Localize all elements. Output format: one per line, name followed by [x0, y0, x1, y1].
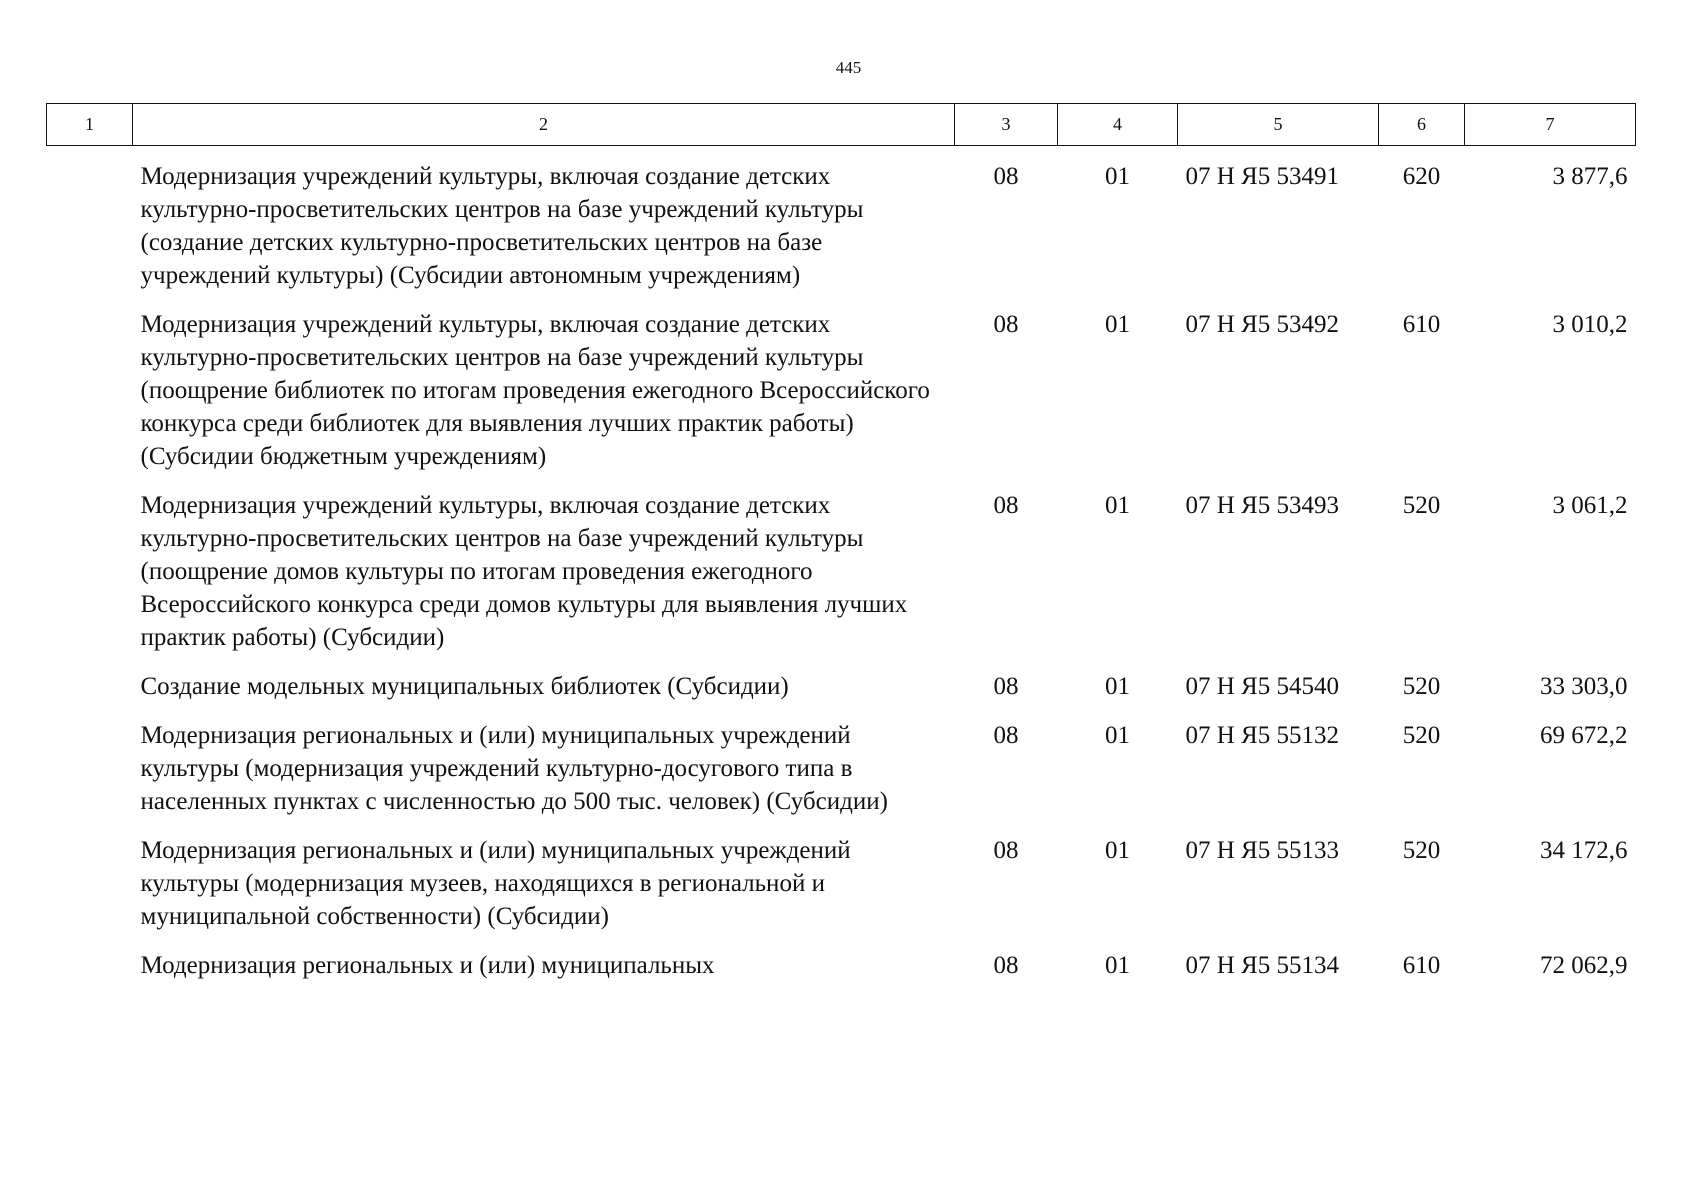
amount-cell: 33 303,0: [1540, 673, 1628, 700]
target-article-cell: 07 Н Я5 53493: [1185, 492, 1339, 519]
section-code-cell: 08: [993, 492, 1019, 519]
target-article-cell: 07 Н Я5 53492: [1185, 311, 1339, 338]
target-article-cell: 07 Н Я5 54540: [1185, 673, 1339, 700]
amount-cell: 3 061,2: [1552, 492, 1628, 519]
column-header-3: 3: [955, 104, 1058, 146]
subsection-code-cell: 01: [1105, 837, 1130, 864]
expense-type-cell: 520: [1402, 492, 1441, 519]
table-row: [47, 949, 1636, 998]
expense-type-cell: 610: [1402, 952, 1441, 979]
table-row: [47, 834, 1636, 949]
page-number: 445: [835, 58, 862, 77]
item-name-cell: Модернизация учреждений культуры, включая создание детских культурно-просветительских центров на базе учреждений культуры (поощрение библиотек по итогам проведения ежегодного Всероссийского конкурса среди библиотек для выявления лучших практик работы) (Субсидии бюджетным учреждениям): [140, 311, 930, 470]
target-article-cell: 07 Н Я5 55134: [1185, 952, 1339, 979]
row-number-cell: [47, 949, 133, 998]
expense-type-cell: 620: [1402, 163, 1441, 190]
row-number-cell: [47, 489, 133, 670]
row-number-cell: [47, 308, 133, 489]
target-article-cell: 07 Н Я5 53491: [1185, 163, 1339, 190]
subsection-code-cell: 01: [1105, 722, 1130, 749]
item-name-cell: Модернизация региональных и (или) муниципальных учреждений культуры (модернизация музеев, находящихся в региональной и муниципальной собственности) (Субсидии): [140, 837, 851, 930]
target-article-cell: 07 Н Я5 55133: [1185, 837, 1339, 864]
header-row: [47, 104, 1636, 146]
subsection-code-cell: 01: [1105, 163, 1130, 190]
subsection-code-cell: 01: [1105, 492, 1130, 519]
table-row: [47, 670, 1636, 719]
item-name-cell: Создание модельных муниципальных библиотек (Субсидии): [140, 673, 789, 700]
subsection-code-cell: 01: [1105, 311, 1130, 338]
item-name-cell: Модернизация учреждений культуры, включая создание детских культурно-просветительских центров на базе учреждений культуры (поощрение домов культуры по итогам проведения ежегодного Всероссийского конкурса среди домов культуры для выявления лучших практик работы) (Субсидии): [140, 492, 908, 651]
item-name-cell: Модернизация региональных и (или) муниципальных: [140, 952, 715, 979]
column-header-6: 6: [1379, 104, 1465, 146]
row-number-cell: [47, 146, 133, 309]
section-code-cell: 08: [993, 163, 1019, 190]
expense-type-cell: 520: [1402, 837, 1441, 864]
table-row: [47, 308, 1636, 489]
row-number-cell: [47, 670, 133, 719]
row-number-cell: [47, 834, 133, 949]
amount-cell: 3 010,2: [1552, 311, 1628, 338]
section-code-cell: 08: [993, 952, 1019, 979]
expense-type-cell: 520: [1402, 722, 1441, 749]
item-name-cell: Модернизация региональных и (или) муниципальных учреждений культуры (модернизация учреждений культурно-досугового типа в населенных пунктах с численностью до 500 тыс. человек) (Субсидии): [140, 722, 888, 815]
amount-cell: 3 877,6: [1552, 163, 1628, 190]
expense-type-cell: 520: [1402, 673, 1441, 700]
table-header: [47, 104, 1636, 146]
section-code-cell: 08: [993, 673, 1019, 700]
column-header-5: 5: [1178, 104, 1379, 146]
section-code-cell: 08: [993, 311, 1019, 338]
row-number-cell: [47, 719, 133, 834]
table-row: [47, 489, 1636, 670]
target-article-cell: 07 Н Я5 55132: [1185, 722, 1339, 749]
subsection-code-cell: 01: [1105, 673, 1130, 700]
column-header-1: 1: [47, 104, 133, 146]
amount-cell: 69 672,2: [1540, 722, 1628, 749]
table-row: [47, 719, 1636, 834]
item-name-cell: Модернизация учреждений культуры, включая создание детских культурно-просветительских центров на базе учреждений культуры (создание детских культурно-просветительских центров на базе учреждений культуры) (Субсидии автономным учреждениям): [140, 163, 864, 289]
column-header-4: 4: [1058, 104, 1178, 146]
subsection-code-cell: 01: [1105, 952, 1130, 979]
section-code-cell: 08: [993, 837, 1019, 864]
column-header-7: 7: [1465, 104, 1636, 146]
section-code-cell: 08: [993, 722, 1019, 749]
amount-cell: 72 062,9: [1540, 952, 1628, 979]
budget-table: [46, 103, 1636, 998]
table-row: [47, 146, 1636, 309]
amount-cell: 34 172,6: [1540, 837, 1628, 864]
column-header-2: 2: [133, 104, 955, 146]
expense-type-cell: 610: [1402, 311, 1441, 338]
table-body: [47, 146, 1636, 999]
